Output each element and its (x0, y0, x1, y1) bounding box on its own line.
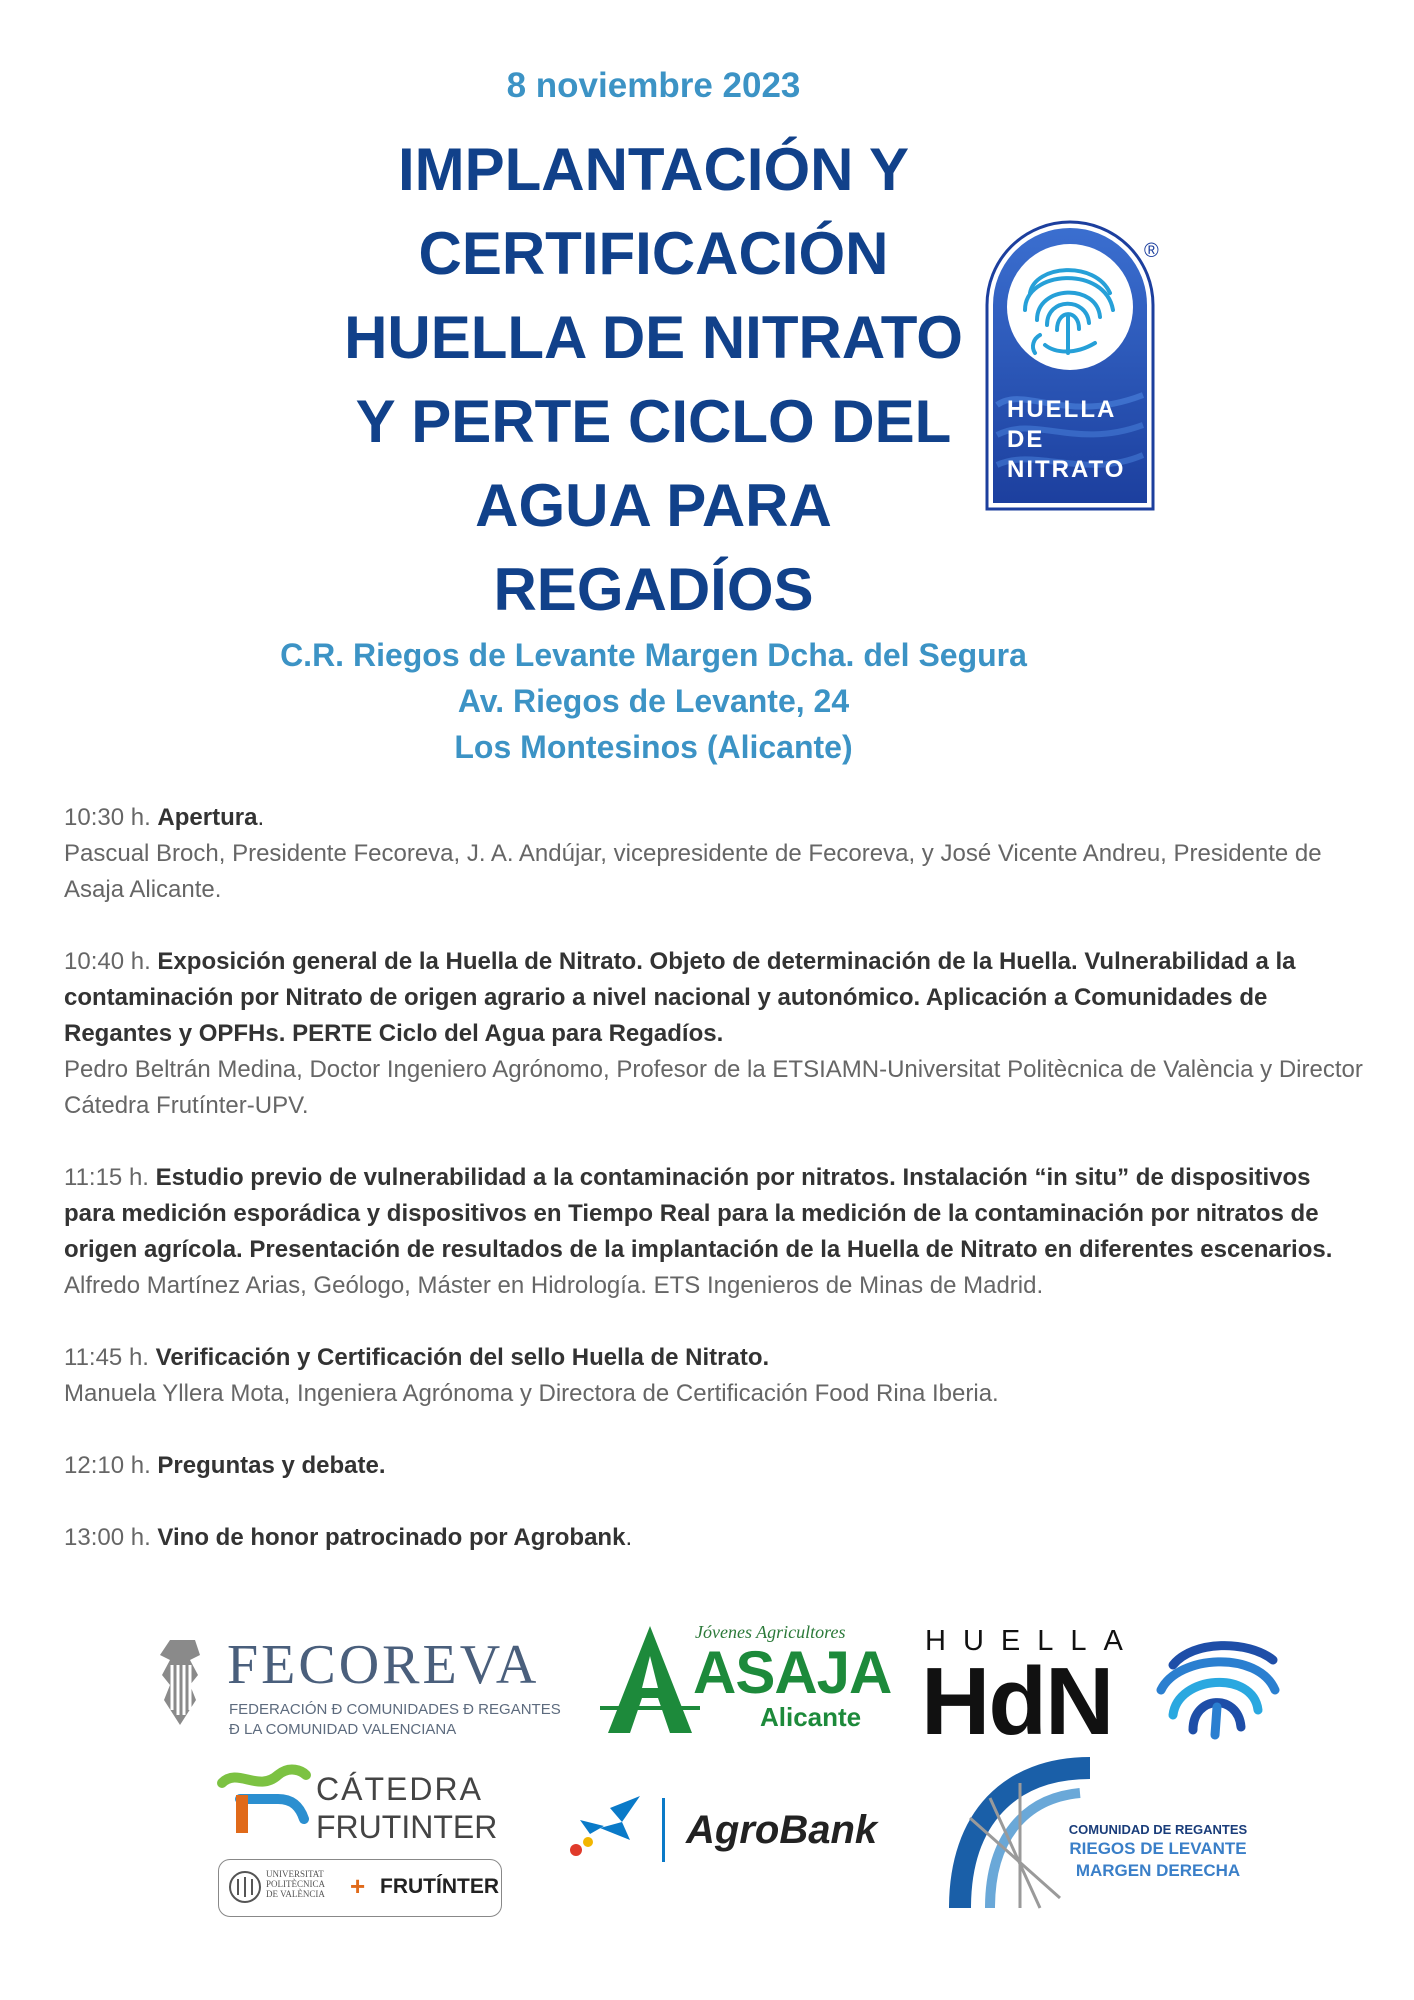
agrobank-logo: AgroBank (560, 1790, 900, 1870)
fecoreva-logo: FECOREVA FEDERACIÓN Ð COMUNIDADES Ð REGANTES Ð LA COMUNIDAD VALENCIANA (150, 1630, 570, 1740)
catedra-mark-icon (218, 1765, 308, 1835)
svg-text:HUELLA: HUELLA (1007, 396, 1117, 423)
location-line: C.R. Riegos de Levante Margen Dcha. del Segura (280, 637, 1027, 673)
catedra-frutinter-logo: CÁTEDRA FRUTINTER UNIVERSITAT POLITÈCNICA DE VALÈNCIA + FRUTÍNTER (218, 1765, 508, 1920)
fingerprint-icon (1153, 1635, 1283, 1745)
tree-a-icon (600, 1618, 700, 1738)
svg-text:NITRATO: NITRATO (1007, 456, 1126, 483)
hdn-logo: HUELLA HdN (925, 1625, 1290, 1750)
agenda-time: 10:30 h. (64, 804, 151, 831)
agenda-item (64, 1160, 1364, 1304)
agenda (64, 800, 1364, 1592)
asaja-alicante-logo: Jóvenes Agricultores ASAJA Alicante (600, 1618, 860, 1743)
agenda-title: Preguntas y debate. (157, 1452, 386, 1479)
location-line: Los Montesinos (Alicante) (454, 729, 853, 765)
agenda-item (64, 944, 1364, 1124)
agenda-time: 11:45 h. (64, 1344, 149, 1371)
agenda-item (64, 1340, 1364, 1412)
event-location (0, 632, 1307, 770)
title-line: Y PERTE CICLO DEL (355, 388, 952, 455)
agenda-time: 11:15 h. (64, 1164, 149, 1191)
caixabank-star-icon (560, 1790, 670, 1870)
svg-text:DE: DE (1007, 426, 1045, 453)
upv-seal-icon (228, 1867, 262, 1907)
agenda-title: Verificación y Certificación del sello Huella de Nitrato. (155, 1344, 770, 1371)
svg-text:®: ® (1144, 240, 1159, 262)
coat-of-arms-icon (150, 1630, 210, 1730)
agenda-title-suffix: . (257, 804, 265, 831)
riegos-de-levante-logo: COMUNIDAD DE REGANTES RIEGOS DE LEVANTE MARGEN DERECHA (950, 1758, 1250, 1908)
agenda-title: Exposición general de la Huella de Nitrato. Objeto de determinación de la Huella. Vulnerabilidad a la contaminación por Nitrato de origen agrario a nivel nacional y autonómico. Aplicación a Comunidades de Regantes y OPFHs. PERTE Ciclo del Agua para Regadíos. (64, 948, 1296, 1047)
agenda-speaker: Pedro Beltrán Medina, Doctor Ingeniero Agrónomo, Profesor de la ETSIAMN-Universitat Politècnica de València y Director Cátedra Frutínter-UPV. (64, 1056, 1363, 1119)
agenda-item (64, 800, 1364, 908)
agenda-time: 10:40 h. (64, 948, 151, 975)
agenda-title: Apertura (157, 804, 258, 831)
event-title (300, 128, 1007, 632)
title-line: IMPLANTACIÓN Y (397, 136, 910, 203)
agenda-title: Vino de honor patrocinado por Agrobank (157, 1524, 626, 1551)
title-line: REGADÍOS (493, 556, 814, 623)
title-line: HUELLA DE NITRATO (344, 304, 963, 371)
agenda-time: 12:10 h. (64, 1452, 151, 1479)
agenda-title: Estudio previo de vulnerabilidad a la contaminación por nitratos. Instalación “in situ” de dispositivos para medición esporádica y dispositivos en Tiempo Real para la medición de la contaminación por nitratos de origen agrícola. Presentación de resultados de la implantación de la Huella de Nitrato en diferentes escenarios. (64, 1164, 1333, 1263)
agenda-item (64, 1520, 1364, 1556)
agenda-speaker: Manuela Yllera Mota, Ingeniera Agrónoma y Directora de Certificación Food Rina Iberia. (64, 1380, 999, 1407)
location-line: Av. Riegos de Levante, 24 (457, 683, 850, 719)
huella-de-nitrato-logo (985, 235, 1159, 515)
title-line: CERTIFICACIÓN (418, 220, 889, 287)
agenda-speaker: Alfredo Martínez Arias, Geólogo, Máster en Hidrología. ETS Ingenieros de Minas de Madrid. (64, 1272, 1044, 1299)
event-date: 8 noviembre 2023 (506, 66, 801, 105)
agenda-item (64, 1448, 1364, 1484)
agenda-speaker: Pascual Broch, Presidente Fecoreva, J. A. Andújar, vicepresidente de Fecoreva, y José Vicente Andreu, Presidente de Asaja Alicante. (64, 840, 1322, 903)
agenda-time: 13:00 h. (64, 1524, 151, 1551)
agenda-title-suffix: . (625, 1524, 633, 1551)
title-line: AGUA PARA (475, 472, 832, 539)
